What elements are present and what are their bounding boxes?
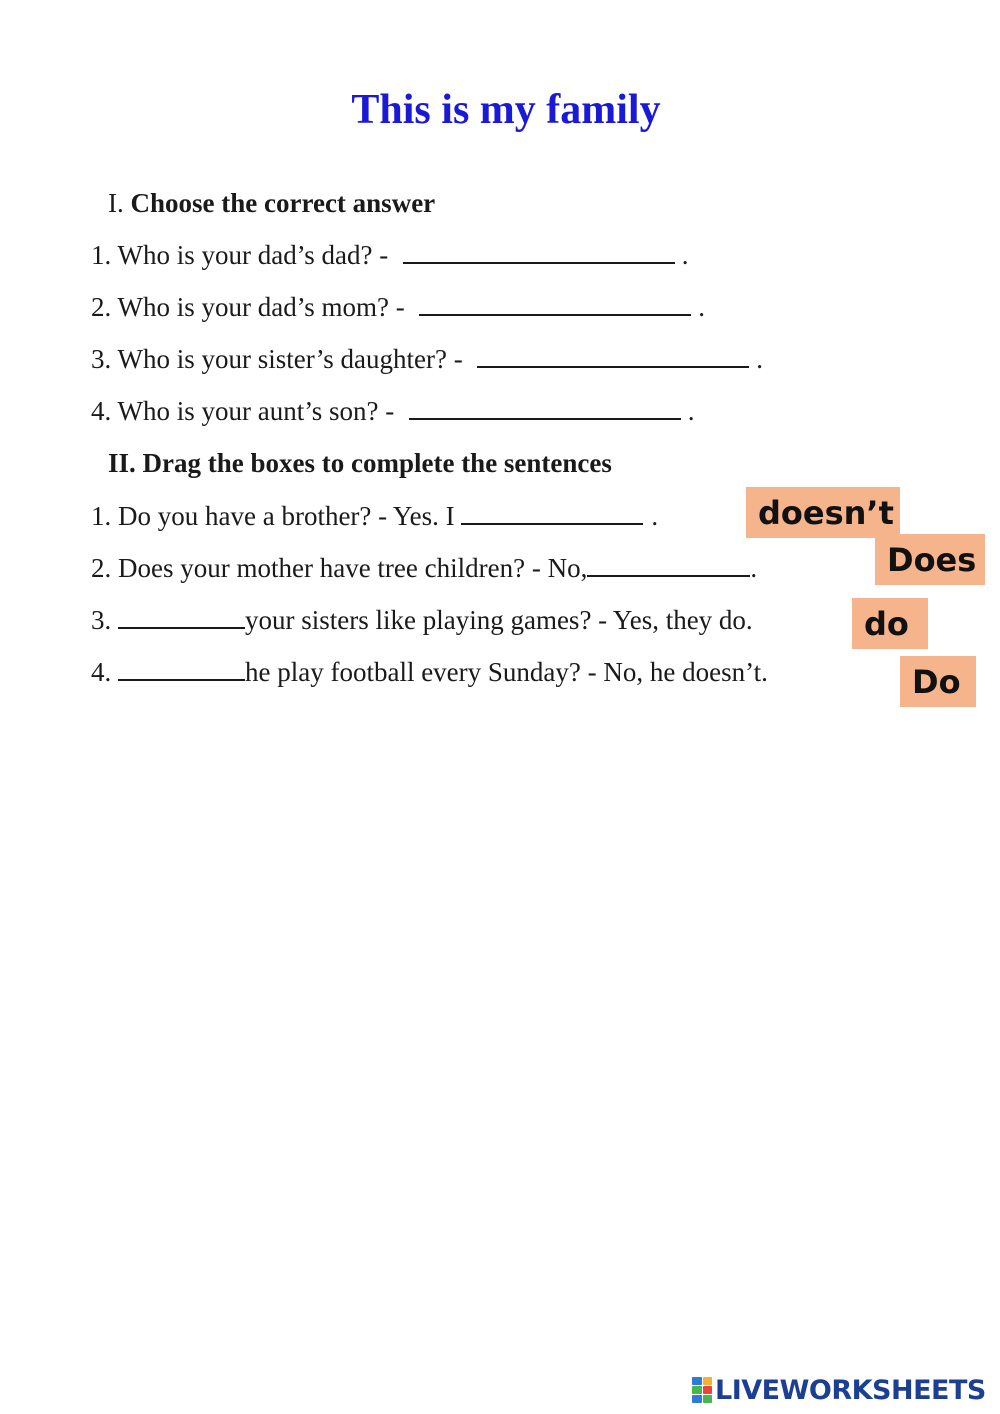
- drop-zone[interactable]: [461, 499, 643, 525]
- section-1-title: Choose the correct answer: [130, 188, 436, 218]
- brand-name: LIVEWORKSHEETS: [715, 1374, 986, 1406]
- sentence-text-before: 1. Do you have a brother? - Yes. I: [91, 501, 462, 531]
- drag-tile-do-upper[interactable]: Do: [900, 656, 976, 707]
- question-text: 4. Who is your aunt’s son? -: [91, 396, 401, 426]
- question-1: [91, 238, 688, 272]
- liveworksheets-brand: [692, 1373, 986, 1407]
- question-text: 1. Who is your dad’s dad? -: [91, 240, 395, 270]
- drag-tile-do-lower[interactable]: do: [852, 598, 928, 649]
- sentence-text-before: 3.: [91, 605, 118, 635]
- question-text: 3. Who is your sister’s daughter? -: [91, 344, 470, 374]
- drag-tile-doesnt[interactable]: doesn’t: [746, 487, 900, 538]
- question-3: [91, 342, 763, 376]
- answer-field[interactable]: [409, 394, 681, 420]
- question-end: .: [681, 240, 689, 270]
- drop-zone[interactable]: [587, 551, 750, 577]
- question-end: .: [756, 344, 763, 374]
- section-1-heading: [108, 186, 435, 220]
- question-4: [91, 394, 694, 428]
- sentence-text-after: he play football every Sunday? - No, he doesn’t.: [245, 657, 768, 687]
- worksheet-title: This is my family: [351, 87, 661, 133]
- sentence-4: [91, 655, 768, 689]
- question-text: 2. Who is your dad’s mom? -: [91, 292, 412, 322]
- sentence-1: [91, 499, 658, 533]
- answer-field[interactable]: [477, 342, 749, 368]
- question-2: [91, 290, 705, 324]
- sentence-text-after: your sisters like playing games? - Yes, they do.: [245, 605, 753, 635]
- question-end: .: [698, 292, 705, 322]
- answer-field[interactable]: [403, 238, 675, 264]
- sentence-3: [91, 603, 753, 637]
- sentence-text-after: .: [651, 501, 659, 531]
- drop-zone[interactable]: [118, 655, 245, 681]
- question-end: .: [687, 396, 695, 426]
- drag-tile-does[interactable]: Does: [875, 534, 985, 585]
- sentence-text-before: 2. Does your mother have tree children? - No,: [91, 553, 588, 583]
- liveworksheets-logo-icon: [692, 1377, 712, 1403]
- answer-field[interactable]: [419, 290, 691, 316]
- sentence-2: [91, 551, 757, 585]
- section-2-heading: II. Drag the boxes to complete the sentences: [108, 448, 612, 478]
- drop-zone[interactable]: [118, 603, 245, 629]
- sentence-text-before: 4.: [91, 657, 118, 687]
- section-1-numeral: I.: [108, 188, 124, 218]
- sentence-text-after: .: [750, 553, 758, 583]
